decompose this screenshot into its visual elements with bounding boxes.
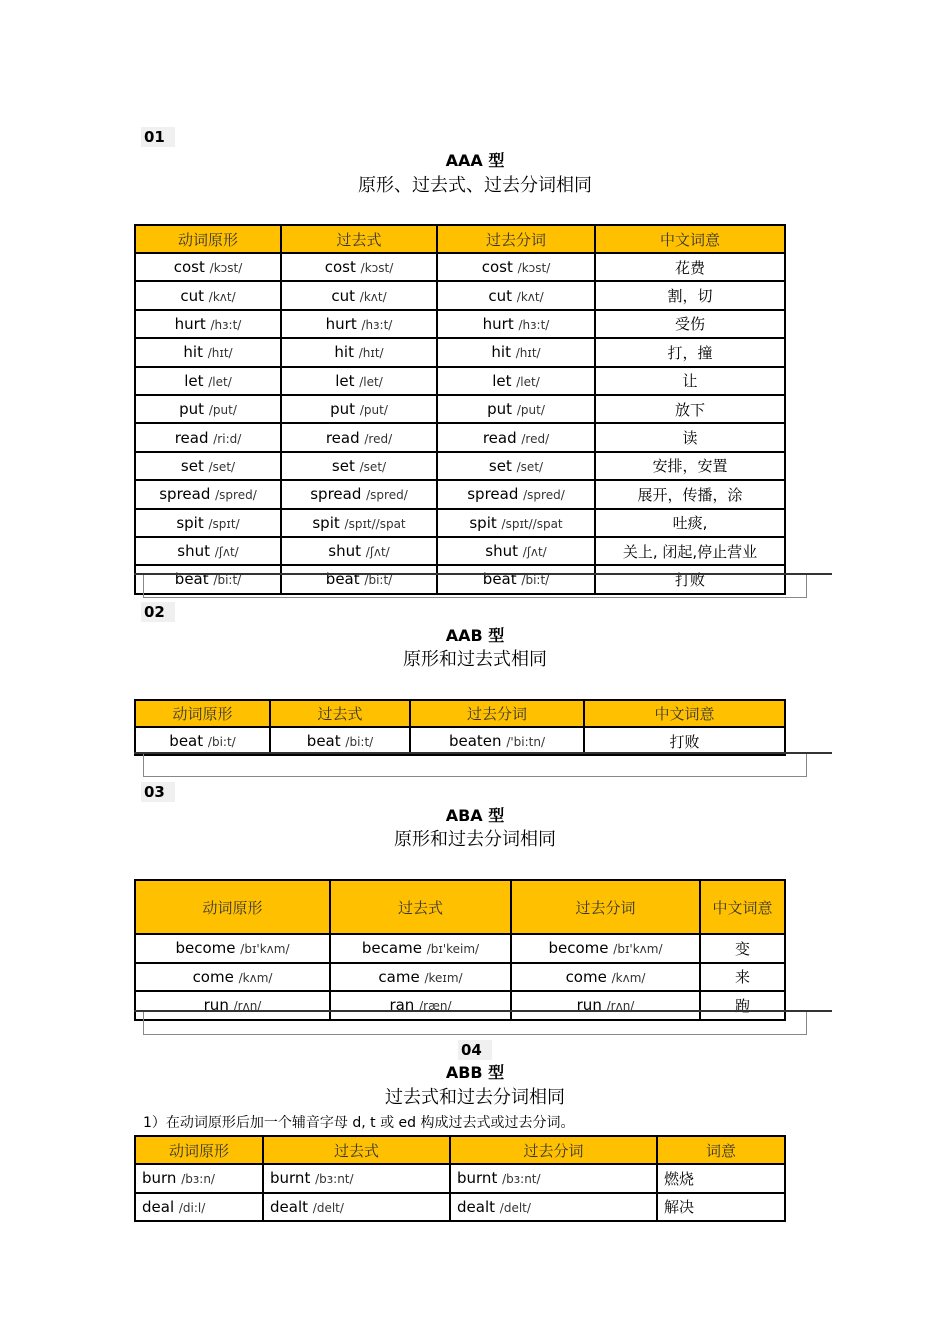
- cell-meaning: [700, 934, 785, 963]
- word: 读: [682, 429, 698, 448]
- phonetic: /bɜ:nt/: [315, 1172, 354, 1187]
- phonetic: /put/: [208, 403, 237, 418]
- phonetic: /kɔst/: [209, 261, 243, 276]
- phonetic: /hɪt/: [207, 346, 233, 361]
- cell-base: [135, 537, 281, 565]
- cell-base: [135, 480, 281, 508]
- word: come: [192, 967, 234, 986]
- word: spit: [312, 513, 340, 532]
- table-row: [135, 480, 785, 508]
- word: shut: [328, 542, 361, 561]
- phonetic: /let/: [208, 374, 232, 389]
- table-header-row: [135, 880, 785, 934]
- cell-base: [135, 934, 330, 963]
- table-row: [135, 452, 785, 480]
- cell-past: [330, 934, 511, 963]
- phonetic: /let/: [359, 374, 383, 389]
- cell-pp: [437, 310, 595, 338]
- word: let: [184, 371, 204, 390]
- cell-pp: [437, 367, 595, 395]
- cell-pp: [437, 509, 595, 537]
- column-header: 动词原形: [135, 225, 281, 253]
- word: spit: [176, 513, 204, 532]
- cell-pp: [410, 727, 584, 755]
- cell-pp: [437, 338, 595, 366]
- table-row: [135, 310, 785, 338]
- table-row: [135, 963, 785, 992]
- table-row: [135, 727, 785, 755]
- cell-pp: [437, 395, 595, 423]
- phonetic: /bi:t/: [213, 573, 242, 588]
- word: set: [180, 456, 204, 475]
- cell-pp: [437, 452, 595, 480]
- cell-base: [135, 423, 281, 451]
- cell-pp: [437, 480, 595, 508]
- cell-meaning: [595, 423, 785, 451]
- cell-past: [270, 727, 410, 755]
- phonetic: /red/: [521, 431, 550, 446]
- word: spread: [467, 485, 519, 504]
- column-header: 中文词意: [595, 225, 785, 253]
- table-tail-box: [143, 1012, 807, 1035]
- word: 打败: [669, 732, 700, 751]
- column-header: 过去式: [270, 700, 410, 727]
- word: come: [565, 967, 607, 986]
- table-row: [135, 1164, 785, 1193]
- phonetic: /ʃʌt/: [365, 545, 390, 560]
- phonetic: /put/: [516, 403, 545, 418]
- phonetic: /spred/: [215, 488, 257, 503]
- word: set: [331, 456, 355, 475]
- cell-meaning: [595, 281, 785, 309]
- cell-pp: [511, 934, 700, 963]
- word: dealt: [457, 1197, 495, 1216]
- phonetic: /hɜ:t/: [210, 317, 242, 332]
- cell-past: [281, 480, 437, 508]
- phonetic: /di:l/: [178, 1200, 206, 1215]
- cell-pp: [437, 253, 595, 281]
- cell-meaning: [595, 452, 785, 480]
- cell-past: [281, 253, 437, 281]
- word: became: [361, 939, 422, 958]
- phonetic: /rʌn/: [606, 999, 635, 1014]
- table-header-row: [135, 225, 785, 253]
- section-subtitle: 原形、过去式、过去分词相同: [358, 175, 592, 196]
- word: cost: [324, 258, 356, 277]
- table-tail-box: [143, 754, 807, 777]
- cell-base: [135, 395, 281, 423]
- word: 跑: [734, 996, 750, 1015]
- phonetic: /hɜ:t/: [361, 317, 393, 332]
- cell-pp: [437, 537, 595, 565]
- cell-meaning: [657, 1193, 785, 1222]
- section-number: 04: [458, 1040, 492, 1060]
- table-row: [135, 281, 785, 309]
- word: 解决: [664, 1198, 695, 1217]
- word: shut: [177, 542, 210, 561]
- word: 吐痰,: [672, 514, 708, 533]
- word: 变: [734, 939, 750, 958]
- phonetic: /kʌm/: [238, 970, 273, 985]
- cell-meaning: [595, 509, 785, 537]
- column-header: 过去分词: [410, 700, 584, 727]
- word: beat: [174, 570, 209, 589]
- cell-base: [135, 509, 281, 537]
- cell-pp: [511, 963, 700, 992]
- phonetic: /spɪt/: [208, 516, 240, 531]
- cell-past: [281, 509, 437, 537]
- phonetic: /hɪt/: [515, 346, 541, 361]
- phonetic: /spɪt//spat: [501, 516, 563, 531]
- word: 安排，安置: [652, 457, 728, 476]
- word: burnt: [270, 1169, 311, 1188]
- cell-base: [135, 727, 270, 755]
- word: 受伤: [674, 315, 705, 334]
- column-header: 过去式: [330, 880, 511, 934]
- phonetic: /spred/: [366, 488, 408, 503]
- word: 割，切: [667, 287, 713, 306]
- phonetic: /hɜ:t/: [518, 317, 550, 332]
- word: dealt: [270, 1197, 308, 1216]
- section-subtitle: 过去式和过去分词相同: [385, 1087, 565, 1108]
- word: spread: [159, 485, 211, 504]
- rule-note: 1）在动词原形后加一个辅音字母 d, t 或 ed 构成过去式或过去分词。: [143, 1115, 575, 1131]
- verb-table-aaa: [134, 224, 786, 595]
- phonetic: /delt/: [312, 1200, 344, 1215]
- word: burnt: [457, 1169, 498, 1188]
- table-row: [135, 509, 785, 537]
- word: beat: [306, 732, 341, 750]
- table-header-row: [135, 1136, 785, 1164]
- column-header: 中文词意: [700, 880, 785, 934]
- column-header: 过去式: [281, 225, 437, 253]
- table-row: [135, 934, 785, 963]
- phonetic: /ræn/: [419, 999, 452, 1014]
- word: let: [335, 371, 355, 390]
- word: 打，撞: [667, 343, 713, 362]
- table-row: [135, 253, 785, 281]
- phonetic: /spred/: [523, 488, 565, 503]
- cell-meaning: [595, 395, 785, 423]
- phonetic: /delt/: [499, 1200, 531, 1215]
- verb-table-aba: [134, 879, 786, 1021]
- table-tail-box: [143, 575, 807, 598]
- word: 打败: [674, 570, 705, 589]
- cell-meaning: [584, 727, 785, 755]
- word: read: [325, 428, 360, 447]
- word: put: [330, 400, 356, 419]
- cell-base: [135, 253, 281, 281]
- word: beat: [169, 732, 204, 750]
- word: 花费: [674, 258, 705, 277]
- cell-base: [135, 367, 281, 395]
- column-header: 动词原形: [135, 1136, 263, 1164]
- phonetic: /red/: [364, 431, 393, 446]
- verb-table-abb: [134, 1135, 786, 1222]
- phonetic: /bi:t/: [207, 735, 236, 749]
- column-header: 词意: [657, 1136, 785, 1164]
- cell-meaning: [700, 963, 785, 992]
- phonetic: /bi:t/: [521, 573, 550, 588]
- word: become: [548, 939, 609, 958]
- cell-pp: [437, 281, 595, 309]
- table-row: [135, 537, 785, 565]
- phonetic: /bɪ'kʌm/: [613, 942, 663, 957]
- cell-base: [135, 963, 330, 992]
- phonetic: /set/: [516, 459, 544, 474]
- word: hurt: [325, 314, 357, 333]
- phonetic: /rʌn/: [233, 999, 262, 1014]
- column-header: 动词原形: [135, 880, 330, 934]
- cell-past: [263, 1193, 450, 1222]
- word: hurt: [482, 314, 514, 333]
- table-row: [135, 338, 785, 366]
- cell-meaning: [595, 253, 785, 281]
- cell-meaning: [595, 537, 785, 565]
- section-title: AAB 型: [445, 626, 505, 645]
- word: hurt: [174, 314, 206, 333]
- phonetic: /kʌt/: [208, 289, 236, 304]
- table-header-row: [135, 700, 785, 727]
- column-header: 过去分词: [437, 225, 595, 253]
- cell-past: [330, 963, 511, 992]
- word: read: [174, 428, 209, 447]
- section-number: 02: [141, 602, 175, 622]
- phonetic: /kʌt/: [516, 289, 544, 304]
- word: put: [487, 400, 513, 419]
- column-header: 过去式: [263, 1136, 450, 1164]
- word: hit: [491, 343, 511, 362]
- phonetic: /keɪm/: [424, 970, 463, 985]
- phonetic: /kʌt/: [359, 289, 387, 304]
- phonetic: /set/: [208, 459, 236, 474]
- phonetic: /ʃʌt/: [522, 545, 547, 560]
- phonetic: /let/: [516, 374, 540, 389]
- cell-past: [281, 537, 437, 565]
- cell-pp: [450, 1164, 657, 1193]
- phonetic: /'bi:tn/: [506, 735, 546, 749]
- phonetic: /kɔst/: [517, 261, 551, 276]
- word: beat: [325, 570, 360, 589]
- table-row: [135, 395, 785, 423]
- phonetic: /bi:t/: [345, 735, 374, 749]
- phonetic: /hɪt/: [358, 346, 384, 361]
- cell-past: [281, 452, 437, 480]
- cell-base: [135, 1164, 263, 1193]
- cell-meaning: [595, 480, 785, 508]
- cell-base: [135, 452, 281, 480]
- section-title: AAA 型: [445, 151, 505, 170]
- cell-past: [281, 423, 437, 451]
- word: 让: [682, 372, 698, 391]
- cell-past: [281, 395, 437, 423]
- word: 放下: [674, 400, 705, 419]
- cell-meaning: [595, 310, 785, 338]
- section-subtitle: 原形和过去分词相同: [394, 829, 556, 850]
- column-header: 过去分词: [450, 1136, 657, 1164]
- table-row: [135, 367, 785, 395]
- section-subtitle: 原形和过去式相同: [403, 649, 547, 670]
- word: 燃烧: [664, 1169, 695, 1188]
- word: cut: [488, 286, 512, 305]
- word: burn: [142, 1169, 177, 1188]
- phonetic: /spɪt//spat: [344, 516, 406, 531]
- word: read: [482, 428, 517, 447]
- word: came: [378, 967, 420, 986]
- cell-past: [281, 310, 437, 338]
- cell-past: [281, 367, 437, 395]
- word: cut: [331, 286, 355, 305]
- cell-base: [135, 310, 281, 338]
- word: cost: [481, 258, 513, 277]
- phonetic: /put/: [359, 403, 388, 418]
- word: beaten: [448, 732, 502, 750]
- word: 关上, 闭起,停止营业: [622, 542, 758, 561]
- cell-meaning: [595, 338, 785, 366]
- cell-pp: [437, 423, 595, 451]
- phonetic: /bɜ:nt/: [502, 1172, 541, 1187]
- column-header: 中文词意: [584, 700, 785, 727]
- section-title: ABA 型: [445, 806, 505, 825]
- word: deal: [142, 1197, 175, 1216]
- word: spit: [469, 513, 497, 532]
- column-header: 过去分词: [511, 880, 700, 934]
- table-row: [135, 423, 785, 451]
- word: let: [492, 371, 512, 390]
- cell-base: [135, 281, 281, 309]
- word: ran: [389, 996, 415, 1015]
- phonetic: /bɪ'kʌm/: [240, 942, 290, 957]
- cell-past: [263, 1164, 450, 1193]
- cell-base: [135, 338, 281, 366]
- phonetic: /ri:d/: [213, 431, 242, 446]
- cell-pp: [450, 1193, 657, 1222]
- word: beat: [482, 570, 517, 589]
- phonetic: /bi:t/: [364, 573, 393, 588]
- word: shut: [485, 542, 518, 561]
- phonetic: /ʃʌt/: [214, 545, 239, 560]
- word: run: [203, 996, 229, 1015]
- word: hit: [183, 343, 203, 362]
- section-title: ABB 型: [445, 1063, 505, 1082]
- phonetic: /bɪ'keim/: [426, 942, 480, 957]
- cell-meaning: [595, 367, 785, 395]
- word: cost: [173, 258, 205, 277]
- word: run: [576, 996, 602, 1015]
- word: spread: [310, 485, 362, 504]
- word: set: [488, 456, 512, 475]
- cell-base: [135, 1193, 263, 1222]
- word: cut: [180, 286, 204, 305]
- section-number: 03: [141, 782, 175, 802]
- table-row: [135, 1193, 785, 1222]
- cell-meaning: [657, 1164, 785, 1193]
- section-number: 01: [141, 127, 175, 147]
- word: become: [175, 939, 236, 958]
- word: 来: [734, 968, 750, 987]
- word: 展开，传播，涂: [637, 485, 743, 504]
- phonetic: /bɜ:n/: [181, 1172, 215, 1187]
- phonetic: /set/: [359, 459, 387, 474]
- column-header: 动词原形: [135, 700, 270, 727]
- cell-past: [281, 338, 437, 366]
- verb-table-aab: [134, 699, 786, 756]
- word: hit: [334, 343, 354, 362]
- cell-past: [281, 281, 437, 309]
- word: put: [179, 400, 205, 419]
- phonetic: /kɔst/: [360, 261, 394, 276]
- phonetic: /kʌm/: [611, 970, 646, 985]
